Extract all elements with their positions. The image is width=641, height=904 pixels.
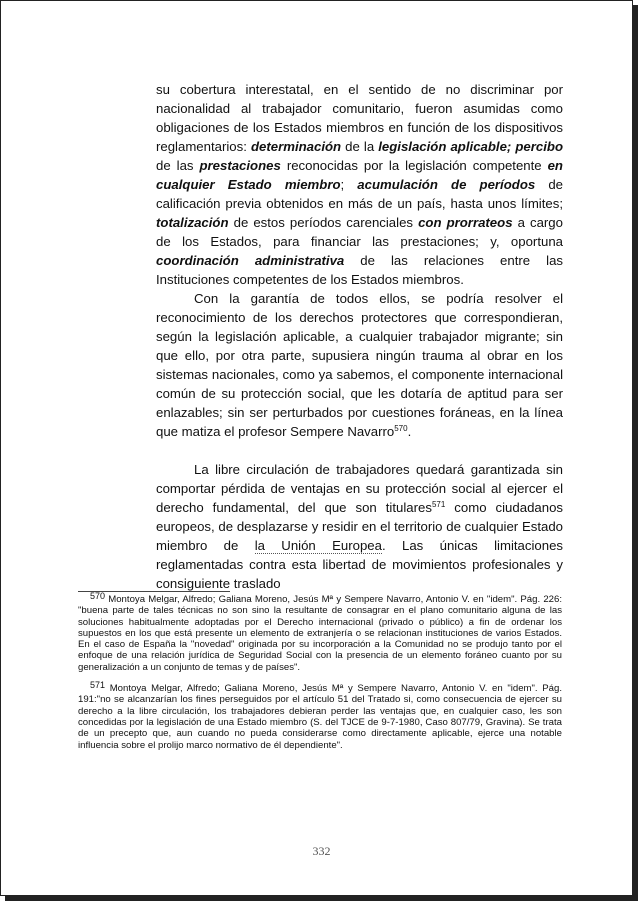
paragraph-3 (156, 460, 563, 593)
body-text (156, 80, 563, 593)
text-run: de las (156, 158, 200, 173)
paragraph-spacer (156, 441, 563, 460)
text-run: ; (340, 177, 358, 192)
footnote (78, 680, 562, 751)
footnote-number: 570 (90, 591, 106, 601)
text-run: La libre circulación de trabajadores quedará garantizada sin comportar pérdida de ventajas en su protección social al ejercer el derecho fundamental, del que son titulares (156, 462, 563, 515)
paragraph-1 (156, 80, 563, 289)
text-run: reconocidas por la legislación competente (280, 158, 548, 173)
text-run: . (407, 424, 412, 439)
emphasis-text: coordinación administrativa (156, 253, 345, 268)
emphasis-text: totalización (156, 215, 229, 230)
emphasis-text: legislación aplicable; percibo (378, 139, 564, 154)
text-run: Con la garantía de todos ellos, se podría resolver el reconocimiento de los derechos protectores que correspondieran, según la legislación aplicable, a cualquier trabajador migrante; sin que ello, por otra parte, supusiera ningún trauma al obrar en los sistemas nacionales, como ya sabemos, el componente internacional común de su protección social, que les dotaría de aptitud para ser enlazables; sin ser perturbados por cuestiones foráneas, en la línea que matiza el profesor Sempere Navarro (156, 291, 563, 439)
text-run: a cargo de los Estados, para financiar las prestaciones; y, oportuna (156, 215, 563, 249)
footnote-text: Montoya Melgar, Alfredo; Galiana Moreno, Jesús Mª y Sempere Navarro, Antonio V. en "idem". Pág. 191:"no se alcanzarían los fines perseguidos por el artículo 51 del Tratado si, como consecuencia de ejercer su derecho a la libre circulación, los trabajadores debieran perder las ventajas que, en cualquier caso, les son concedidas por la legislación de una Estado miembro (S. del TJCE de 9-7-1980, Caso 807/79, Gravina). Se trata de un precepto que, aun cuando no pueda considerarse como directamente aplicable, ejerce una notable influencia sobre el prolijo marco normativo de él dependiente". (78, 683, 562, 751)
paragraph-2 (156, 289, 563, 441)
text-run: . Las únicas limitaciones reglamentadas contra esta libertad de movimientos profesionales y consiguiente traslado (156, 538, 563, 591)
emphasis-text: prestaciones (199, 158, 281, 173)
text-run: de la (341, 139, 379, 154)
emphasis-text: con prorrateos (418, 215, 513, 230)
footnotes (78, 591, 562, 751)
emphasis-text: en cualquier Estado miembro (156, 158, 563, 192)
union-europea-link[interactable]: la Unión Europea (254, 538, 382, 553)
footnote-text: Montoya Melgar, Alfredo; Galiana Moreno, Jesús Mª y Sempere Navarro, Antonio V. en "idem". Pág. 226: "buena parte de tales técnicas no son sino la resultante de consagrar en el plano comunitario alguna de las soluciones habitualmente adoptadas por el Derecho internacional (privado o público) a fin de ordenar los supuestos en los que está presente un elemento de extranjería o se relacionan instituciones de varios Estados. En el caso de España la "novedad" originada por su incorporación a la Comunidad no se produjo tanto por el enfoque de una relación jurídica de Seguridad Social con la presencia de un elemento foráneo cuanto por su generalización a un conjunto de temas y de países". (78, 594, 562, 673)
footnote-reference[interactable]: 571 (431, 500, 446, 509)
text-run: como ciudadanos europeos, de desplazarse y residir en el territorio de cualquier Estado miembro de (156, 500, 563, 553)
emphasis-text: determinación (250, 139, 342, 154)
text-run: de estos períodos carenciales (228, 215, 419, 230)
text-run: de calificación previa obtenidos en más de un país, hasta unos límites; (156, 177, 563, 211)
text-run: de las relaciones entre las Instituciones competentes de los Estados miembros. (156, 253, 563, 287)
footnote-reference[interactable]: 570 (394, 424, 408, 433)
text-run: su cobertura interestatal, en el sentido de no discriminar por nacionalidad al trabajador comunitario, fueron asumidas como obligaciones de los Estados miembros en función de los dispositivos reglamentarios: (156, 82, 563, 154)
footnote-number: 571 (90, 680, 106, 691)
page-number: 332 (312, 844, 331, 858)
footnote (78, 591, 562, 673)
emphasis-text: acumulación de períodos (357, 177, 536, 192)
